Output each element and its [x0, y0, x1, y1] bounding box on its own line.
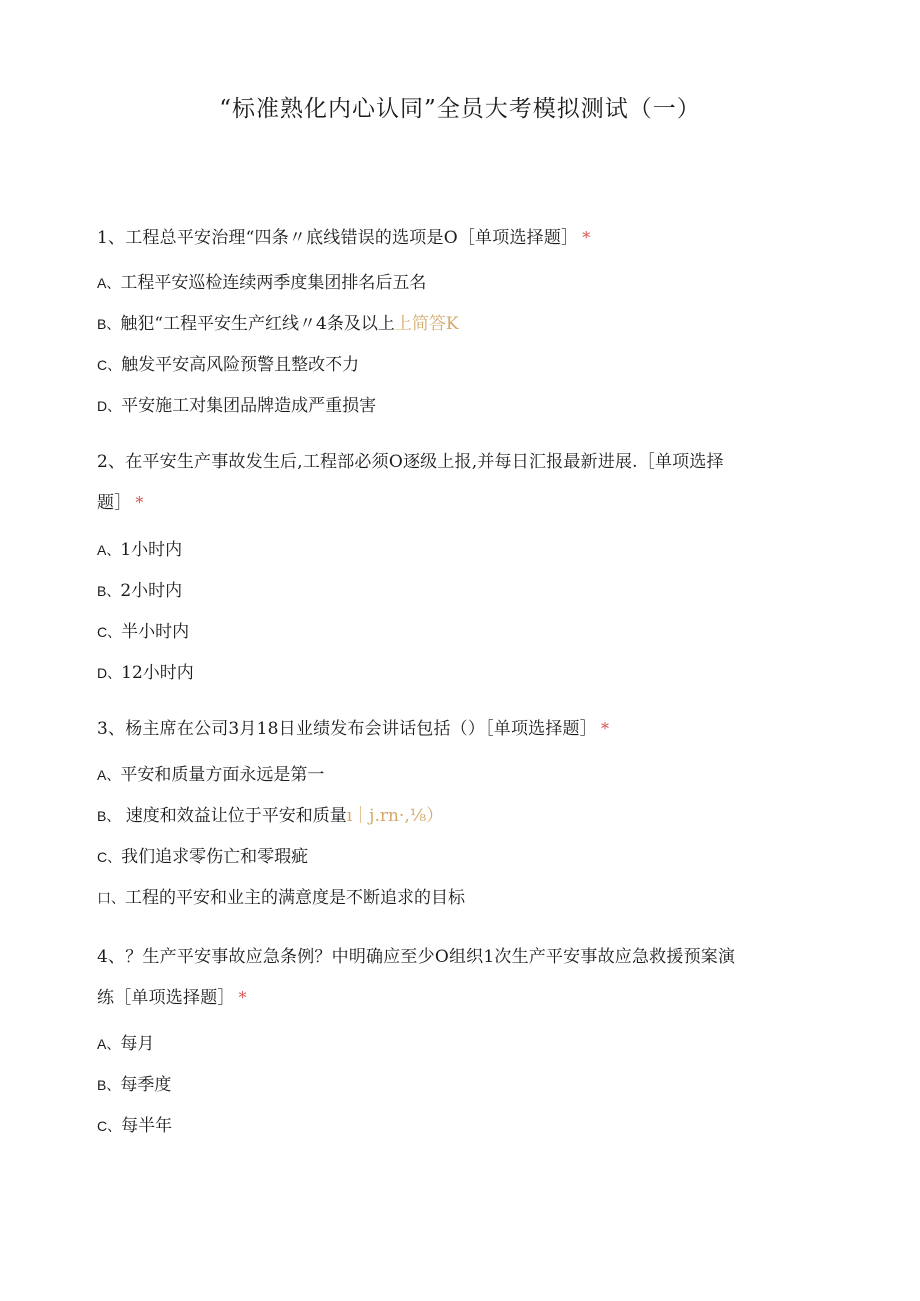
option-note: 上简答K — [394, 314, 459, 334]
question-4-text: 4、？生产平安事故应急条例？中明确应至少O组织1次生产平安事故应急救援预案演 — [97, 947, 736, 967]
required-marker: * — [238, 988, 247, 1007]
question-4-option-c[interactable]: C、每半年 — [97, 1116, 173, 1136]
question-2-option-a[interactable]: A、1小时内 — [97, 540, 183, 560]
question-2-option-c[interactable]: C、半小时内 — [97, 622, 190, 642]
question-1-option-c[interactable]: C、触发平安高风险预警且整改不力 — [97, 355, 360, 375]
question-2-text: 2、在平安生产事故发生后,工程部必须O逐级上报,并每日汇报最新进展.［单项选择 — [97, 452, 724, 472]
question-3-option-c[interactable]: C、我们追求零伤亡和零瑕疵 — [97, 847, 309, 867]
question-3-text: 3、杨主席在公司3月18日业绩发布会讲话包括（）［单项选择题］ * — [97, 719, 610, 739]
question-4-text-cont: 练［单项选择题］ * — [97, 988, 247, 1008]
question-2-option-d[interactable]: D、12小时内 — [97, 663, 194, 683]
question-1-text: 1、工程总平安治理“四条〃底线错误的选项是O［单项选择题］ * — [97, 228, 591, 248]
question-2-text-cont: 题］ * — [97, 493, 144, 513]
page-title: “标准熟化内心认同”全员大考模拟测试（一） — [219, 96, 701, 122]
required-marker: * — [135, 493, 144, 512]
question-3-option-a[interactable]: A、平安和质量方面永远是第一 — [97, 765, 325, 785]
question-3-option-b[interactable]: B、 速度和效益让位于平安和质量ı｜j.rn·,⅛） — [97, 806, 444, 826]
question-1-option-b[interactable]: B、触犯“工程平安生产红线〃4条及以上上简答K — [97, 314, 459, 334]
question-4-option-b[interactable]: B、每季度 — [97, 1075, 172, 1095]
option-note: ı｜j.rn·,⅛） — [346, 806, 444, 826]
question-2-option-b[interactable]: B、2小时内 — [97, 581, 183, 601]
question-4-option-a[interactable]: A、每月 — [97, 1034, 155, 1054]
required-marker: * — [600, 719, 610, 738]
question-1-option-a[interactable]: A、工程平安巡检连续两季度集团排名后五名 — [97, 273, 427, 293]
question-3-option-d[interactable]: 口、工程的平安和业主的满意度是不断追求的目标 — [97, 888, 465, 908]
required-marker: * — [582, 228, 591, 247]
question-1-option-d[interactable]: D、平安施工对集团品牌造成严重损害 — [97, 396, 377, 416]
